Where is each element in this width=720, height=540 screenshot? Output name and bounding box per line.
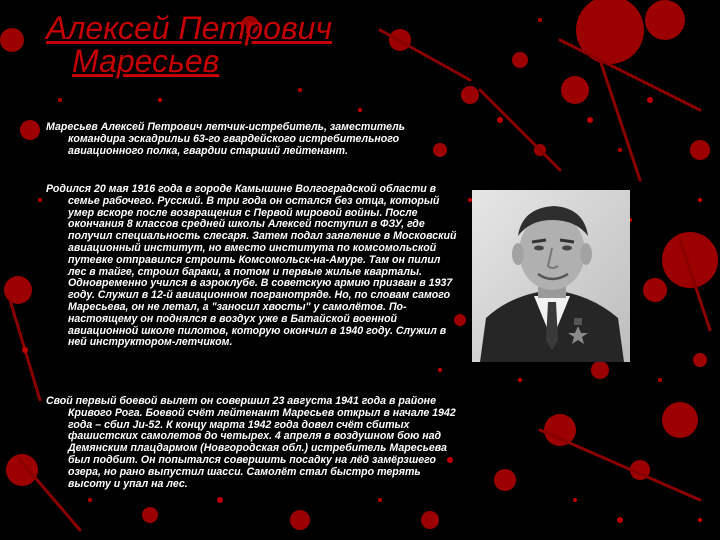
bio-paragraph-early-life: Родился 20 мая 1916 года в городе Камышине Волгоградской области в семье рабочего. Русский. В три года он остался без отца, который умер вскоре после возвращения с Первой мировой войны. После окончания 8 классов средней школы Алексей поступил в ФЗУ, где получил специальность слесаря. Затем подал заявление в Московский авиационный институт, но вместо института по комсомольской путевке отправился строить Комсомольск-на-Амуре. Там он пилил лес в тайге, строил бараки, а потом и первые жилые кварталы. Одновременно учился в аэроклубе. В советскую армию призван в 1937 году. Служил в 12-й авиационном погранотряде. Но, по словам самого Маресьева, он не летал, а "заносил хвосты" у самолётов. По-настоящему он поднялся в воздух уже в Батайской военной авиационной школе пилотов, которую окончил в 1940 году. Служил в ней инструктором-летчиком. (46, 183, 457, 349)
portrait-photo (472, 190, 630, 362)
slide-title (46, 12, 332, 78)
bio-paragraph-war: Свой первый боевой вылет он совершил 23 августа 1941 года в районе Кривого Рога. Боевой счёт лейтенант Маресьев открыл в начале 1942 года – сбил Ju-52. К концу марта 1942 года довел счёт сбитых фашистских самолетов до четырех. 4 апреля в воздушном бою над Демянским плацдармом (Новгородская обл.) истребитель Маресьева был подбит. Он попытался совершить посадку на лёд замёрзшего озера, но рано выпустил шасси. Самолёт стал быстро терять высоту и упал на лес. (46, 395, 456, 490)
title-line-1: Алексей Петрович (46, 10, 332, 46)
title-line-2: Маресьев (72, 43, 220, 79)
bio-paragraph-intro: Маресьев Алексей Петрович летчик-истребитель, заместитель командира эскадрильи 63-го гвардейского истребительного авиационного полка, гвардии старший лейтенант. (46, 121, 405, 157)
